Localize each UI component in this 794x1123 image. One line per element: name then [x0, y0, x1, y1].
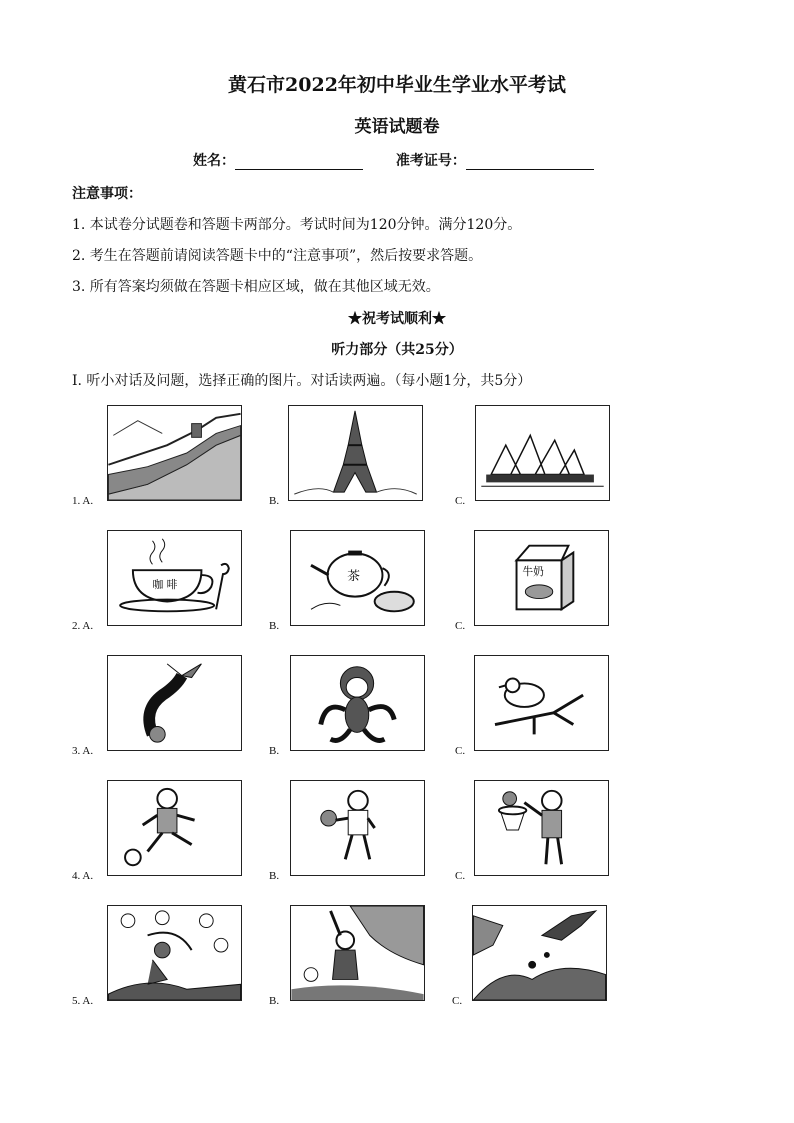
- option-label: 1. A.: [72, 495, 94, 507]
- question-row-2: [0, 530, 794, 640]
- option-label: B.: [269, 745, 280, 757]
- question-row-5: [0, 905, 794, 1015]
- boy-playing-football-icon[interactable]: [107, 780, 242, 876]
- monkey-icon[interactable]: [290, 655, 425, 751]
- good-luck-line: ★祝考试顺利★: [348, 311, 446, 327]
- question-row-4: [0, 780, 794, 890]
- name-field[interactable]: [235, 155, 363, 170]
- boy-playing-volleyball-icon[interactable]: [290, 780, 425, 876]
- option-label: C.: [452, 995, 463, 1007]
- tea-text: 茶: [347, 567, 360, 583]
- note-item: 3. 所有答案均须做在答题卡相应区域，做在其他区域无效。: [72, 279, 440, 295]
- option-label: C.: [455, 495, 466, 507]
- option-label: C.: [455, 620, 466, 632]
- instruction-text: Ⅰ. 听小对话及问题，选择正确的图片。对话读两遍。（每小题1分，共5分）: [72, 373, 532, 389]
- notes-block: [72, 184, 521, 308]
- exam-title: 黄石市2022年初中毕业生学业水平考试: [228, 74, 566, 96]
- paper-subtitle: 英语试题卷: [354, 117, 440, 137]
- hou-yi-shooting-suns-icon[interactable]: [107, 905, 242, 1001]
- option-label: B.: [269, 495, 280, 507]
- boy-playing-basketball-icon[interactable]: [474, 780, 609, 876]
- option-label: B.: [269, 870, 280, 882]
- option-label: B.: [269, 620, 280, 632]
- bird-icon[interactable]: [474, 655, 609, 751]
- option-label: C.: [455, 870, 466, 882]
- coffee-cup-icon[interactable]: [107, 530, 242, 626]
- milk-text: 牛奶: [522, 565, 544, 579]
- sydney-opera-house-icon[interactable]: [475, 405, 610, 501]
- milk-carton-icon[interactable]: [474, 530, 609, 626]
- note-item: 1. 本试卷分试题卷和答题卡两部分。考试时间为120分钟。满分120分。: [72, 217, 522, 233]
- fish-icon[interactable]: [107, 655, 242, 751]
- note-item: 2. 考生在答题前请阅读答题卡中的“注意事项”，然后按要求答题。: [72, 248, 483, 264]
- id-field[interactable]: [466, 155, 594, 170]
- option-label: C.: [455, 745, 466, 757]
- great-wall-icon[interactable]: [107, 405, 242, 501]
- option-label: 2. A.: [72, 620, 94, 632]
- candidate-info-row: [193, 150, 622, 170]
- option-label: B.: [269, 995, 280, 1007]
- eiffel-tower-icon[interactable]: [288, 405, 423, 501]
- coffee-text: 咖 啡: [152, 577, 178, 591]
- option-label: 4. A.: [72, 870, 94, 882]
- jingwei-filling-sea-icon[interactable]: [472, 905, 607, 1001]
- teapot-icon[interactable]: [290, 530, 425, 626]
- notes-heading: 注意事项：: [72, 186, 142, 202]
- question-row-3: [0, 655, 794, 765]
- question-row-1: [0, 405, 794, 515]
- yu-gong-moving-mountain-icon[interactable]: [290, 905, 425, 1001]
- section-title: 听力部分（共25分）: [331, 342, 463, 358]
- id-label: 准考证号：: [395, 153, 466, 169]
- name-label: 姓名：: [193, 153, 235, 169]
- option-label: 5. A.: [72, 995, 94, 1007]
- option-label: 3. A.: [72, 745, 94, 757]
